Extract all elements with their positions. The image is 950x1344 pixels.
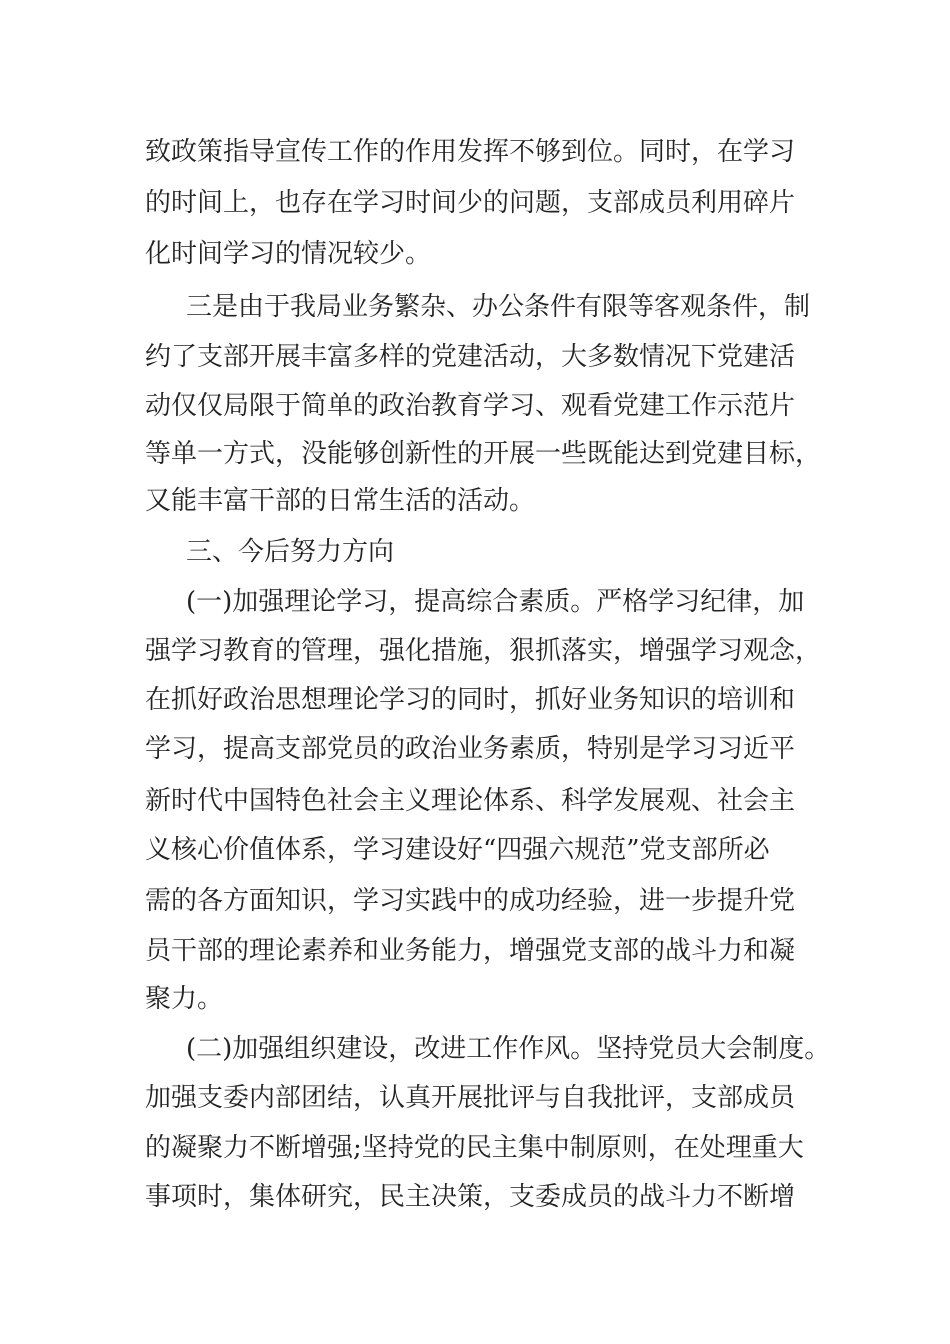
- text-line: 义核心价值体系，学习建设好“四强六规范”党支部所必: [145, 835, 770, 865]
- subsection-heading-line: (一)加强理论学习，提高综合素质。严格学习纪律，加: [186, 587, 805, 617]
- text-line: 动仅仅局限于简单的政治教育学习、观看党建工作示范片: [145, 391, 796, 421]
- text-line: 员干部的理论素养和业务能力，增强党支部的战斗力和凝: [145, 936, 796, 966]
- text-line: 学习，提高支部党员的政治业务素质，特别是学习习近平: [145, 734, 796, 764]
- text-line: 加强支委内部团结，认真开展批评与自我批评，支部成员: [145, 1083, 796, 1113]
- subsection-heading-line: (二)加强组织建设，改进工作作风。坚持党员大会制度。: [186, 1034, 831, 1064]
- text-line: 约了支部开展丰富多样的党建活动，大多数情况下党建活: [145, 342, 796, 372]
- text-line: 在抓好政治思想理论学习的同时，抓好业务知识的培训和: [145, 685, 796, 715]
- text-line: 强学习教育的管理，强化措施，狠抓落实，增强学习观念，: [145, 636, 822, 666]
- text-line: 化时间学习的情况较少。: [145, 239, 432, 269]
- text-line: 聚力。: [145, 984, 224, 1014]
- text-line: 的时间上，也存在学习时间少的问题，支部成员利用碎片: [145, 188, 796, 218]
- text-line: 新时代中国特色社会主义理论体系、科学发展观、社会主: [145, 786, 796, 816]
- text-line: 等单一方式，没能够创新性的开展一些既能达到党建目标，: [145, 439, 822, 469]
- section-heading: 三、今后努力方向: [186, 537, 395, 567]
- text-line: 又能丰富干部的日常生活的活动。: [145, 486, 536, 516]
- text-line: 事项时，集体研究，民主决策，支委成员的战斗力不断增: [145, 1182, 796, 1212]
- paragraph-start-line: 三是由于我局业务繁杂、办公条件有限等客观条件，制: [186, 292, 811, 322]
- text-line: 的凝聚力不断增强;坚持党的民主集中制原则，在处理重大: [145, 1133, 804, 1163]
- text-line: 需的各方面知识，学习实践中的成功经验，进一步提升党: [145, 886, 796, 916]
- text-line: 致政策指导宣传工作的作用发挥不够到位。同时，在学习: [145, 137, 796, 167]
